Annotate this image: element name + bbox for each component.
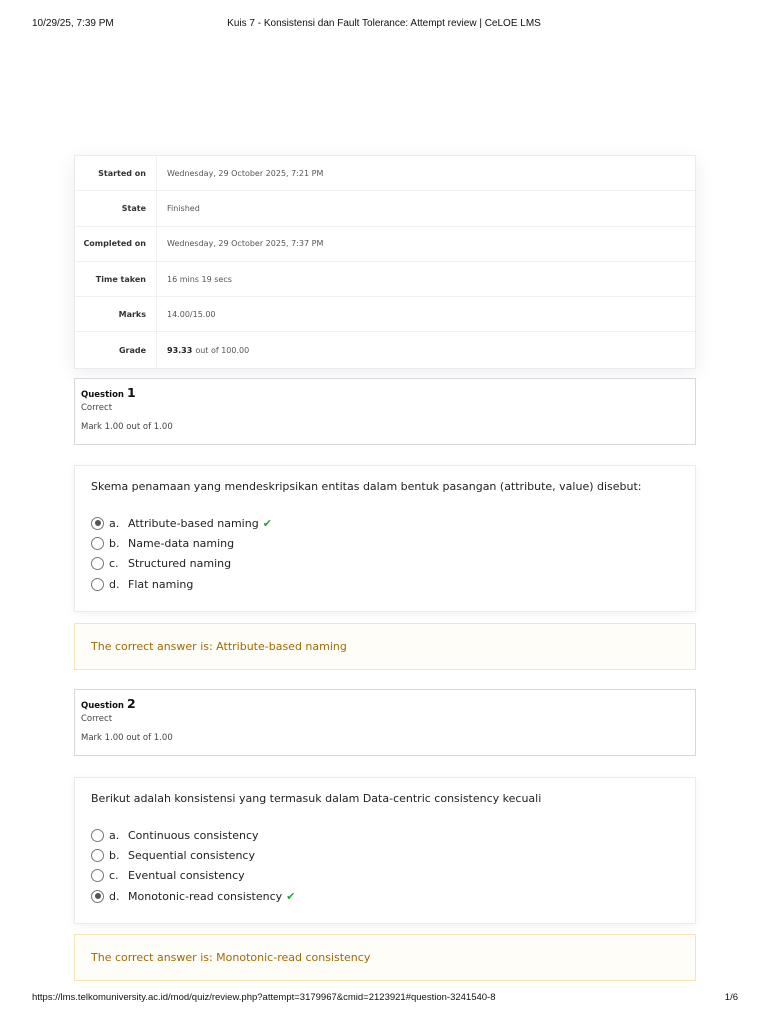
summary-value: Wednesday, 29 October 2025, 7:37 PM [167, 239, 324, 249]
answer-letter: b. [109, 849, 120, 863]
answer-letter: c. [109, 557, 119, 571]
correct-answer-feedback: The correct answer is: Monotonic-read consistency [74, 934, 696, 981]
radio-icon[interactable] [91, 517, 104, 530]
question-text: Skema penamaan yang mendeskripsikan entitas dalam bentuk pasangan (attribute, value) disebut: [91, 480, 642, 493]
answer-option-a[interactable] [91, 825, 679, 845]
summary-value: Finished [167, 203, 200, 213]
print-header [0, 18, 768, 34]
summary-label: Time taken [75, 262, 157, 296]
question-state: Correct [81, 714, 113, 724]
question-number-value: 1 [126, 385, 136, 400]
radio-icon[interactable] [91, 829, 104, 842]
radio-icon[interactable] [91, 578, 104, 591]
summary-row-state [75, 191, 695, 226]
radio-icon[interactable] [91, 849, 104, 862]
grade-out-of: out of 100.00 [195, 345, 250, 355]
answer-option-a[interactable] [91, 513, 679, 533]
answer-letter: a. [109, 516, 120, 530]
radio-icon[interactable] [91, 890, 104, 903]
summary-row-marks [75, 297, 695, 332]
answer-letter: b. [109, 537, 120, 551]
question-grade: Mark 1.00 out of 1.00 [81, 733, 173, 743]
question-state: Correct [81, 403, 113, 413]
print-page-title: Kuis 7 - Konsistensi dan Fault Tolerance: Attempt review | CeLOE LMS [227, 18, 541, 29]
answer-text: Sequential consistency [128, 849, 255, 863]
summary-value: Wednesday, 29 October 2025, 7:21 PM [167, 168, 324, 178]
answer-option-b[interactable] [91, 533, 679, 553]
summary-row-grade [75, 332, 695, 367]
grade-score: 93.33 [167, 345, 193, 355]
question-label: Question [81, 390, 124, 400]
answer-option-c[interactable] [91, 866, 679, 886]
summary-row-time-taken [75, 262, 695, 297]
summary-label: Grade [75, 332, 157, 367]
summary-label: Marks [75, 297, 157, 331]
check-icon: ✔ [286, 889, 296, 903]
answer-option-d[interactable] [91, 574, 679, 594]
radio-icon[interactable] [91, 557, 104, 570]
answer-text: Name-data naming [128, 537, 235, 551]
check-icon: ✔ [262, 516, 272, 530]
summary-value: 16 mins 19 secs [167, 274, 232, 284]
summary-row-started [75, 156, 695, 191]
answer-letter: d. [109, 889, 120, 903]
answer-list [91, 513, 679, 595]
question-grade: Mark 1.00 out of 1.00 [81, 422, 173, 432]
answer-text: Flat naming [128, 577, 194, 591]
question-content [74, 465, 696, 612]
question-info [74, 378, 696, 445]
answer-option-b[interactable] [91, 845, 679, 865]
question-number-value: 2 [126, 696, 136, 711]
question-content [74, 777, 696, 924]
answer-text: Attribute-based naming [128, 516, 259, 530]
summary-row-completed [75, 227, 695, 262]
question-text: Berikut adalah konsistensi yang termasuk dalam Data-centric consistency kecuali [91, 792, 542, 805]
radio-icon[interactable] [91, 869, 104, 882]
answer-list [91, 825, 679, 907]
print-url: https://lms.telkomuniversity.ac.id/mod/quiz/review.php?attempt=3179967&cmid=2123921#question-3241540-8 [32, 992, 496, 1003]
radio-icon[interactable] [91, 537, 104, 550]
question-info [74, 689, 696, 756]
answer-text: Continuous consistency [128, 828, 259, 842]
answer-letter: c. [109, 869, 119, 883]
print-footer [0, 992, 768, 1008]
correct-answer-feedback: The correct answer is: Attribute-based naming [74, 623, 696, 670]
summary-label: State [75, 191, 157, 225]
quiz-summary-table [74, 155, 696, 369]
question-number [81, 696, 689, 712]
answer-text: Monotonic-read consistency [128, 889, 283, 903]
print-datetime: 10/29/25, 7:39 PM [32, 18, 114, 29]
print-page-number: 1/6 [724, 992, 738, 1003]
answer-text: Eventual consistency [128, 869, 245, 883]
answer-text: Structured naming [128, 557, 232, 571]
summary-value: 14.00/15.00 [167, 309, 216, 319]
answer-option-d[interactable] [91, 886, 679, 906]
answer-option-c[interactable] [91, 554, 679, 574]
summary-value [157, 332, 249, 367]
question-label: Question [81, 701, 124, 711]
answer-letter: a. [109, 828, 120, 842]
answer-letter: d. [109, 577, 120, 591]
summary-label: Completed on [75, 227, 157, 261]
question-number [81, 385, 689, 401]
summary-label: Started on [75, 156, 157, 190]
